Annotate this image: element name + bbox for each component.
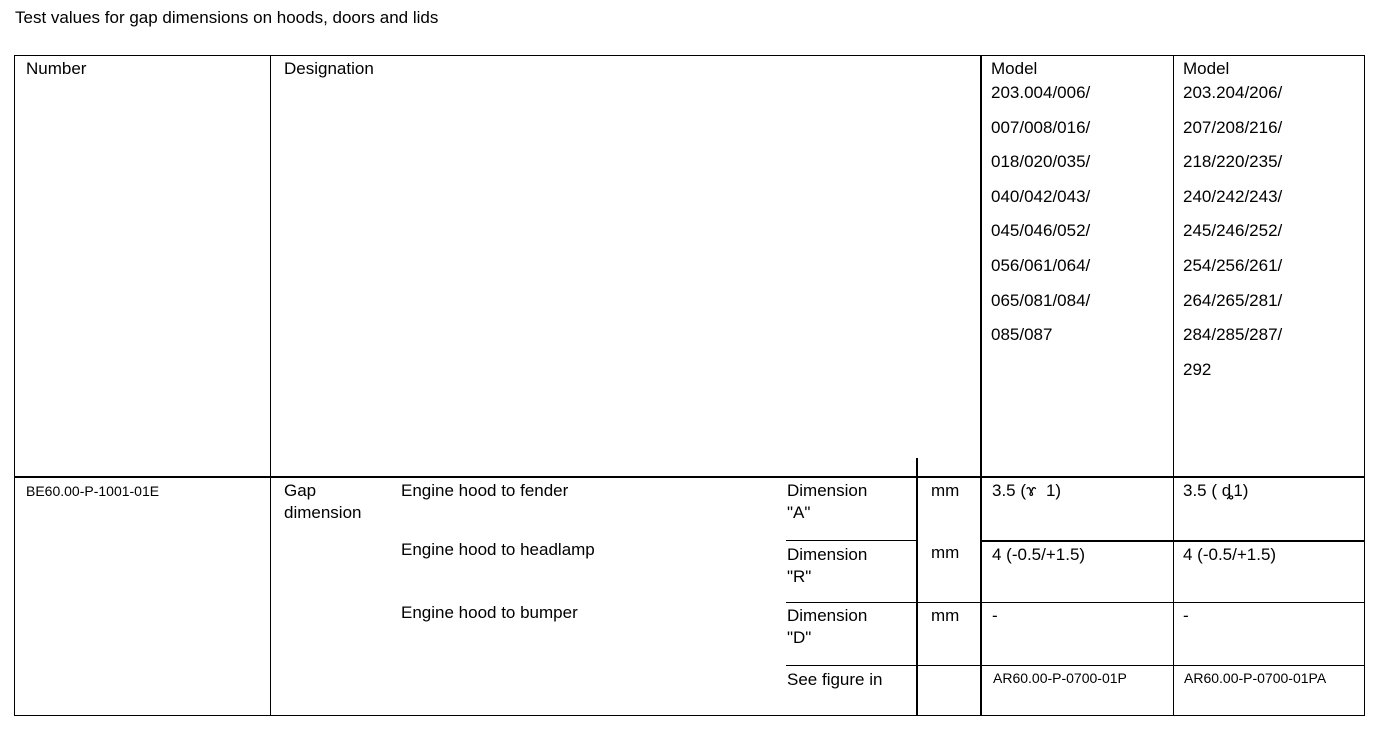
model-a-line: 085/087 [991, 325, 1053, 345]
table-left-border [14, 55, 15, 716]
model-a-line: 203.004/006/ [991, 83, 1091, 102]
item-unit: mm [931, 606, 960, 625]
item-unit: mm [931, 543, 960, 562]
model-a-column-divider [980, 55, 982, 716]
model-a-line: 007/008/016/ [991, 117, 1091, 137]
row-category-line1: Gap [284, 481, 317, 500]
model-a-line: 018/020/035/ [991, 152, 1091, 172]
item-dimension-line1: Dimension [787, 606, 868, 625]
item-designation: Engine hood to headlamp [401, 540, 595, 559]
model-b-line: 240/242/243/ [1183, 186, 1283, 206]
model-a-line: 065/081/084/ [991, 290, 1091, 310]
item-value-model-b: - [1183, 606, 1189, 625]
row-d-separator [786, 665, 1365, 666]
item-dimension-line2: "A" [787, 503, 811, 522]
item-dimension-line1: Dimension [787, 545, 868, 564]
item-value-model-a: 4 (-0.5/+1.5) [992, 545, 1086, 564]
model-b-line: 292 [1183, 359, 1212, 379]
table-top-border [14, 55, 1365, 56]
model-b-line: 254/256/261/ [1183, 255, 1283, 275]
row-r-separator [786, 602, 1365, 603]
model-b-line: 264/265/281/ [1183, 290, 1283, 310]
item-unit: mm [931, 481, 960, 500]
model-b-line: 207/208/216/ [1183, 117, 1283, 137]
table-right-border [1364, 55, 1365, 716]
model-a-line: 045/046/052/ [991, 221, 1091, 241]
row-category-line2: dimension [284, 503, 362, 522]
header-designation: Designation [284, 59, 374, 78]
page-title: Test values for gap dimensions on hoods, doors and lids [15, 8, 439, 27]
model-b-line: 218/220/235/ [1183, 152, 1283, 172]
item-value-model-b: 4 (-0.5/+1.5) [1183, 545, 1277, 564]
header-model-a-label: Model [991, 59, 1038, 78]
model-b-line: 284/285/287/ [1183, 325, 1283, 345]
item-dimension-line2: "D" [787, 628, 812, 647]
figure-ref-model-a: AR60.00-P-0700-01P [993, 670, 1127, 686]
row-a-separator-left [786, 540, 917, 541]
table-bottom-border [14, 715, 1365, 716]
item-value-model-a: - [992, 606, 998, 625]
model-a-line: 056/061/064/ [991, 255, 1091, 275]
header-bottom-border [14, 476, 1365, 478]
row-number: BE60.00-P-1001-01E [26, 483, 160, 499]
header-model-b-label: Model [1183, 59, 1230, 78]
header-model-a-list [991, 76, 1090, 353]
item-value-model-a: 3.5 (ɤ 1) [992, 481, 1062, 500]
model-a-line: 040/042/043/ [991, 186, 1091, 206]
number-column-divider [270, 55, 271, 716]
figure-ref-model-b: AR60.00-P-0700-01PA [1184, 670, 1327, 686]
model-b-column-divider [1173, 55, 1174, 716]
see-figure-label: See figure in [787, 670, 883, 689]
header-model-b-list [1183, 76, 1282, 387]
item-value-model-b: 3.5 ( ȡ1) [1183, 481, 1249, 500]
model-b-line: 245/246/252/ [1183, 221, 1283, 241]
item-designation: Engine hood to fender [401, 481, 569, 500]
item-dimension-line2: "R" [787, 567, 812, 586]
model-b-line: 203.204/206/ [1183, 83, 1283, 102]
item-dimension-line1: Dimension [787, 481, 868, 500]
item-designation: Engine hood to bumper [401, 603, 578, 622]
unit-column-divider [916, 458, 918, 716]
header-number: Number [26, 59, 87, 78]
